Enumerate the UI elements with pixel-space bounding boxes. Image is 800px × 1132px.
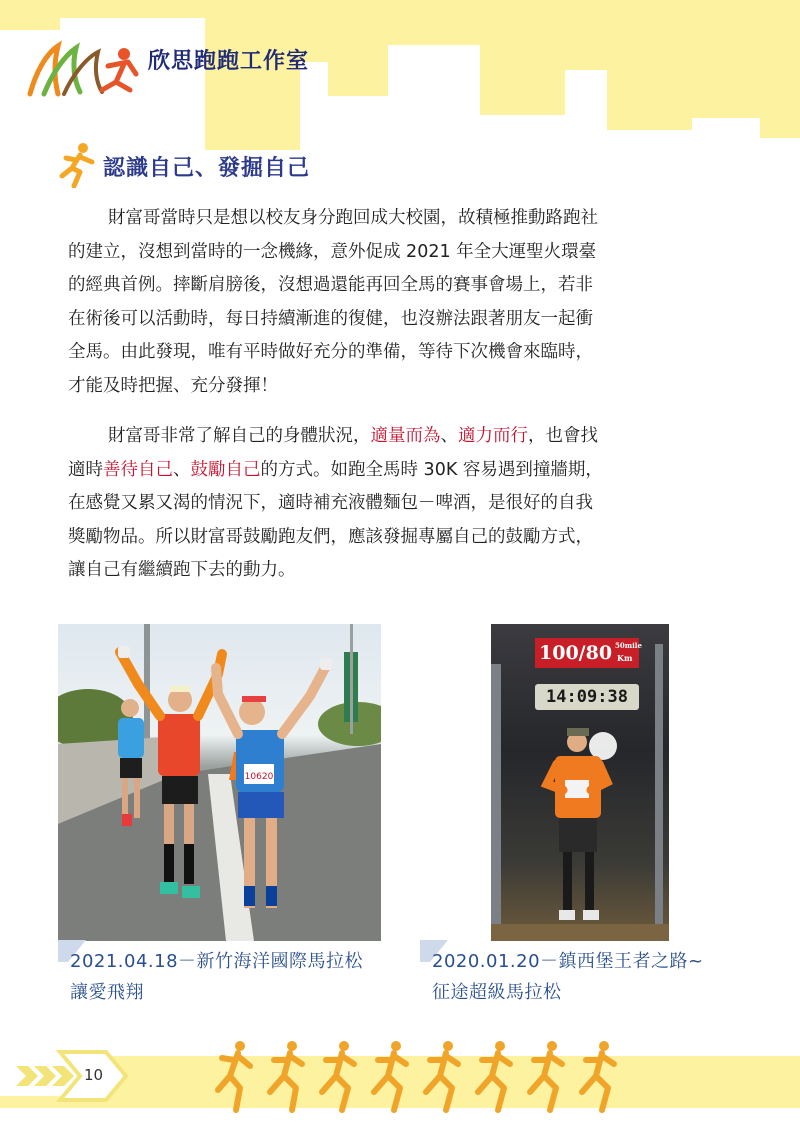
race-clock-time: 14:09:38 (546, 687, 628, 707)
photo-hsinchu-marathon-scene (58, 624, 381, 941)
paragraph-2-text: 、 (173, 459, 191, 480)
distance-text: 100/80 (539, 642, 613, 664)
highlight-text: 適力而行 (458, 426, 528, 446)
paragraph-2 (68, 420, 740, 588)
runners-silhouette-icon (200, 1036, 620, 1116)
paragraph-1-line: 財富哥當時只是想以校友身分跑回成大校園，故積極推動路跑社 (108, 208, 598, 228)
paragraph-1 (68, 202, 740, 404)
highlight-text: 適量而為 (370, 426, 441, 446)
paragraph-2-line: 讓自己有繼續跑下去的動力。 (68, 560, 296, 581)
photo-hsinchu-marathon (58, 624, 381, 941)
paragraph-2-text: 財富哥非常了解自己的身體狀況， (108, 426, 371, 446)
paragraph-1-line: 的建立，沒想到當時的一念機緣，意外促成 2021 年全大運聖火環臺 (68, 241, 597, 262)
paragraph-1-line: 的經典首例。摔斷肩膀後，沒想過還能再回全馬的賽事會場上，若非 (68, 275, 593, 296)
distance-unit-km: Km (617, 653, 633, 663)
caption-1-line-2: 讓愛飛翔 (70, 982, 144, 1003)
caption-1-line-1: 2021.04.18－新竹海洋國際馬拉松 (70, 951, 364, 972)
caption-1 (70, 946, 363, 1008)
footer-arrows-icon (0, 1036, 130, 1116)
caption-2 (432, 946, 704, 1008)
studio-name: 欣思跑跑工作室 (148, 49, 310, 74)
bib-number: 10620 (244, 772, 274, 782)
caption-2-line-2: 征途超級馬拉松 (432, 982, 562, 1003)
photo-ultra-marathon (491, 624, 669, 941)
paragraph-2-line: 在感覺又累又渴的情況下，適時補充液體麵包－啤酒，是很好的自我 (68, 493, 593, 514)
paragraph-1-line: 全馬。由此發現，唯有平時做好充分的準備，等待下次機會來臨時， (68, 342, 593, 363)
paragraph-2-text: 、 (440, 426, 458, 446)
highlight-text: 鼓勵自己 (190, 459, 261, 480)
paragraph-2-text: 的方式。如跑全馬時 30K 容易遇到撞牆期， (260, 459, 603, 480)
distance-unit-mile: 50mile (615, 641, 642, 650)
page-number: 10 (84, 1066, 104, 1084)
caption-2-line-1: 2020.01.20－鎮西堡王者之路~ (432, 951, 704, 972)
paragraph-1-line: 才能及時把握、充分發揮！ (68, 375, 278, 396)
paragraph-1-line: 在術後可以活動時，每日持續漸進的復健，也沒辦法跟著朋友一起衝 (68, 308, 593, 329)
photo-ultra-marathon-scene (491, 624, 669, 941)
paragraph-2-line: 獎勵物品。所以財富哥鼓勵跑友們，應該發掘專屬自己的鼓勵方式， (68, 526, 593, 547)
section-title: 認識自己、發掘自己 (103, 156, 311, 181)
paragraph-2-text: ，也會找 (528, 426, 598, 446)
paragraph-2-text: 適時 (68, 459, 103, 480)
runner-icon (58, 142, 98, 188)
studio-logo (24, 32, 154, 102)
highlight-text: 善待自己 (103, 459, 173, 480)
